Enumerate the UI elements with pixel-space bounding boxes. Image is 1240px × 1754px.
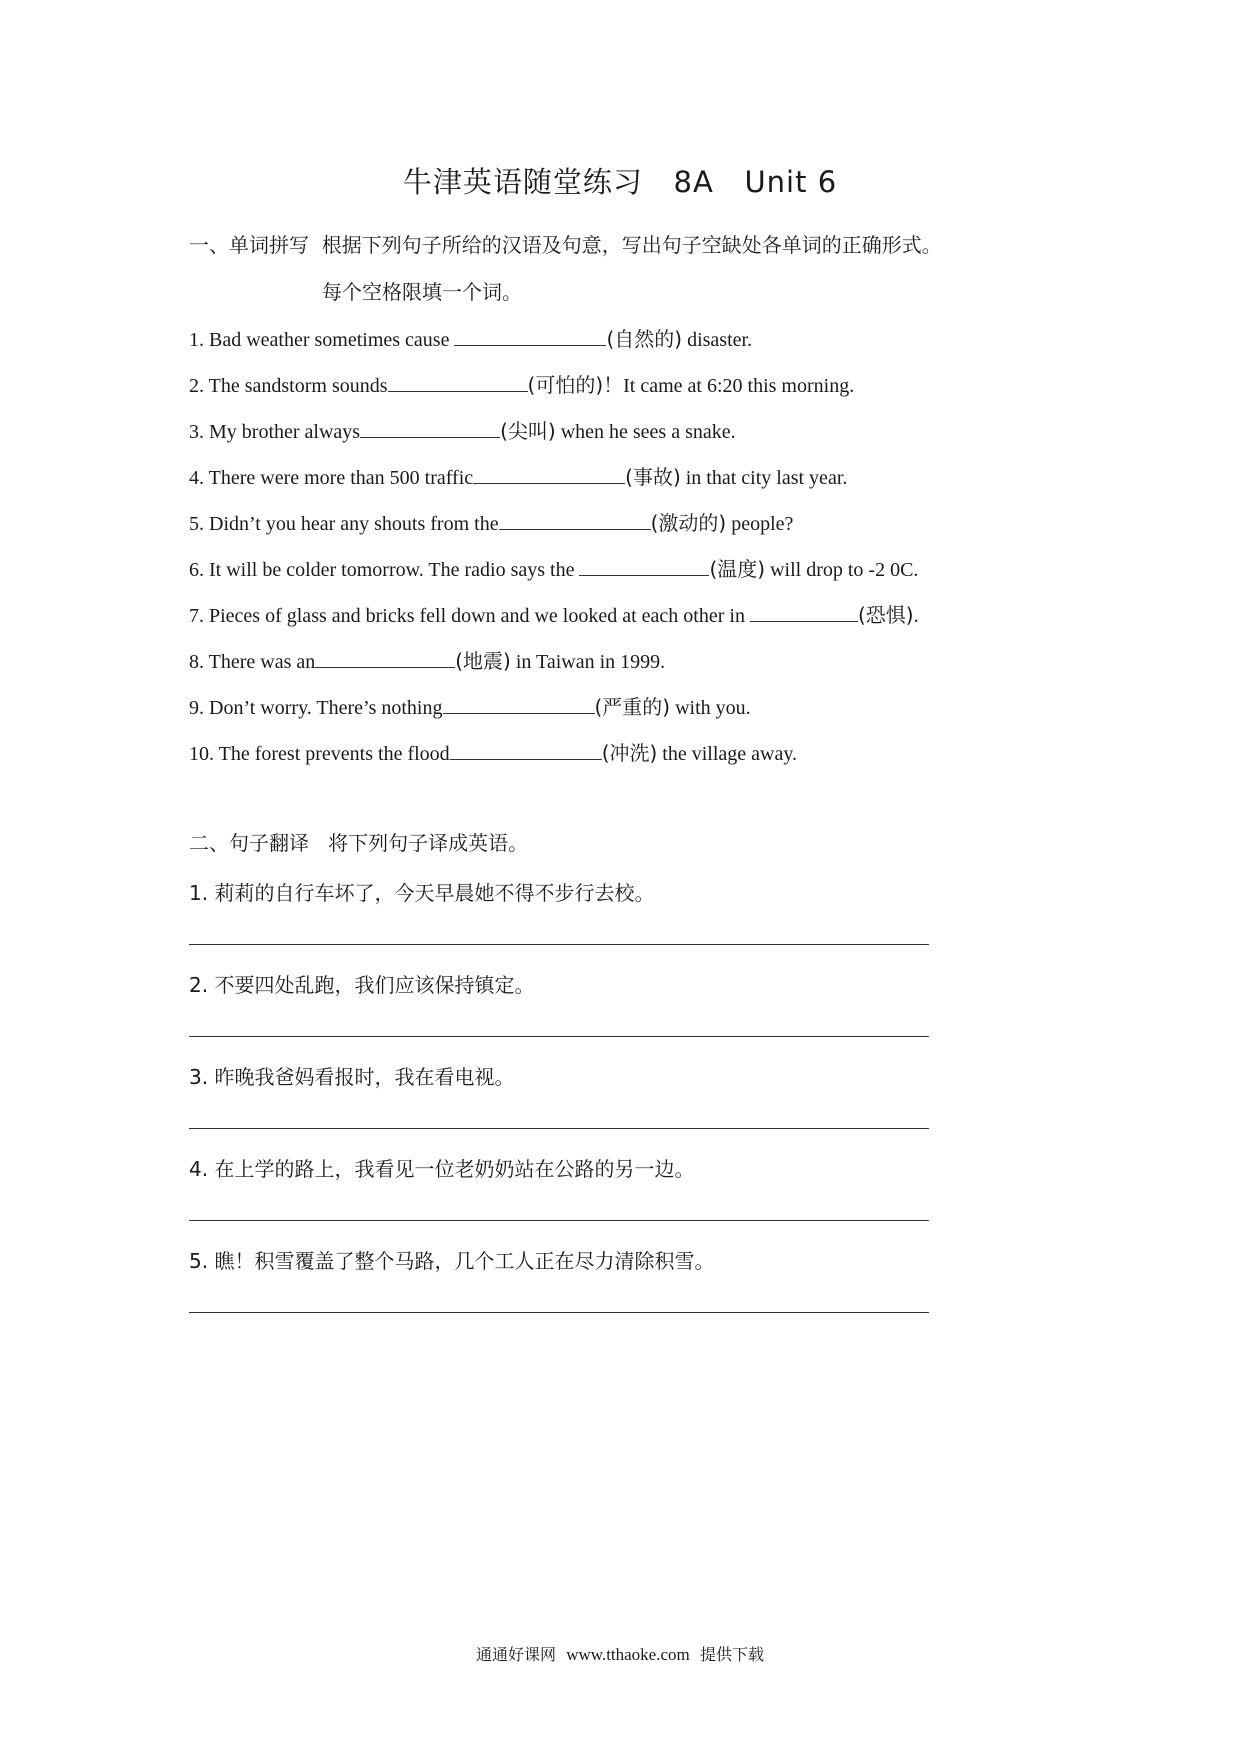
item-hint: (恐惧)	[857, 603, 914, 627]
item-text-after: disaster.	[682, 329, 753, 351]
translation-item-2: 2. 不要四处乱跑，我们应该保持镇定。	[189, 973, 535, 997]
item-hint: (尖叫)	[500, 419, 556, 443]
item-text-before: 6. It will be colder tomorrow. The radio says the	[189, 559, 580, 581]
item-hint: (事故)	[625, 465, 681, 489]
item-text-after: will drop to -2 0C.	[765, 559, 919, 581]
item-text-before: 3. My brother always	[189, 421, 361, 443]
item-hint: (激动的)	[650, 511, 727, 535]
translation-item-4: 4. 在上学的路上，我看见一位老奶奶站在公路的另一边。	[189, 1157, 695, 1181]
item-text-before: 1. Bad weather sometimes cause	[189, 329, 455, 351]
fill-item-9	[189, 694, 751, 721]
answer-blank[interactable]	[315, 649, 455, 668]
item-text-after: when he sees a snake.	[555, 421, 736, 443]
footer-suffix: 提供下载	[699, 1645, 764, 1664]
fill-item-1	[189, 326, 752, 353]
fill-item-8	[189, 648, 665, 675]
answer-blank[interactable]	[750, 603, 858, 622]
answer-line[interactable]	[189, 1036, 929, 1037]
answer-blank[interactable]	[360, 419, 500, 438]
item-text-before: 7. Pieces of glass and bricks fell down and we looked at each other in	[189, 605, 750, 627]
translation-item-5: 5. 瞧！积雪覆盖了整个马路，几个工人正在尽力清除积雪。	[189, 1249, 715, 1273]
fill-item-5	[189, 510, 793, 537]
item-text-before: 5. Didn’t you hear any shouts from the	[189, 513, 499, 535]
answer-blank[interactable]	[499, 511, 651, 530]
item-hint: (严重的)	[594, 695, 671, 719]
item-text-after: in that city last year.	[680, 467, 848, 489]
answer-line[interactable]	[189, 944, 929, 945]
footer-site-name: 通通好课网	[476, 1645, 557, 1664]
item-text-before: 9. Don’t worry. There’s nothing	[189, 697, 443, 719]
section2-heading: 二、句子翻译 将下列句子译成英语。	[189, 831, 529, 855]
answer-blank[interactable]	[473, 465, 625, 484]
page-title: 牛津英语随堂练习 8A Unit 6	[402, 165, 838, 199]
translation-item-3: 3. 昨晚我爸妈看报时，我在看电视。	[189, 1065, 515, 1089]
answer-line[interactable]	[189, 1220, 929, 1221]
section1-subheading: 每个空格限填一个词。	[322, 280, 522, 304]
answer-blank[interactable]	[388, 373, 528, 392]
item-text-after: .	[913, 605, 919, 627]
item-hint: (可怕的)！	[527, 373, 624, 397]
item-text-after: with you.	[670, 697, 751, 719]
footer-url[interactable]: www.tthaoke.com	[566, 1645, 690, 1664]
translation-item-1: 1. 莉莉的自行车坏了，今天早晨她不得不步行去校。	[189, 881, 655, 905]
item-text-before: 10. The forest prevents the flood	[189, 743, 450, 765]
fill-item-2	[189, 372, 854, 399]
answer-blank[interactable]	[450, 741, 602, 760]
answer-line[interactable]	[189, 1128, 929, 1129]
item-text-after: in Taiwan in 1999.	[510, 651, 666, 673]
answer-blank[interactable]	[454, 327, 606, 346]
section1-heading: 一、单词拼写 根据下列句子所给的汉语及句意，写出句子空缺处各单词的正确形式。	[189, 233, 942, 257]
fill-item-10	[189, 740, 797, 767]
item-text-after: It came at 6:20 this morning.	[623, 375, 855, 397]
item-text-after: people?	[726, 513, 794, 535]
answer-blank[interactable]	[443, 695, 595, 714]
fill-item-4	[189, 464, 847, 491]
item-hint: (冲洗)	[601, 741, 658, 765]
item-hint: (地震)	[455, 649, 511, 673]
item-text-after: the village away.	[657, 743, 798, 765]
item-text-before: 8. There was an	[189, 651, 316, 673]
item-text-before: 4. There were more than 500 traffic	[189, 467, 474, 489]
fill-item-6	[189, 556, 918, 583]
item-text-before: 2. The sandstorm sounds	[189, 375, 388, 397]
answer-line[interactable]	[189, 1312, 929, 1313]
item-hint: (温度)	[709, 557, 766, 581]
answer-blank[interactable]	[579, 557, 709, 576]
item-hint: (自然的)	[606, 327, 683, 351]
fill-item-7	[189, 602, 919, 629]
fill-item-3	[189, 418, 736, 445]
page-footer	[0, 1642, 1240, 1665]
